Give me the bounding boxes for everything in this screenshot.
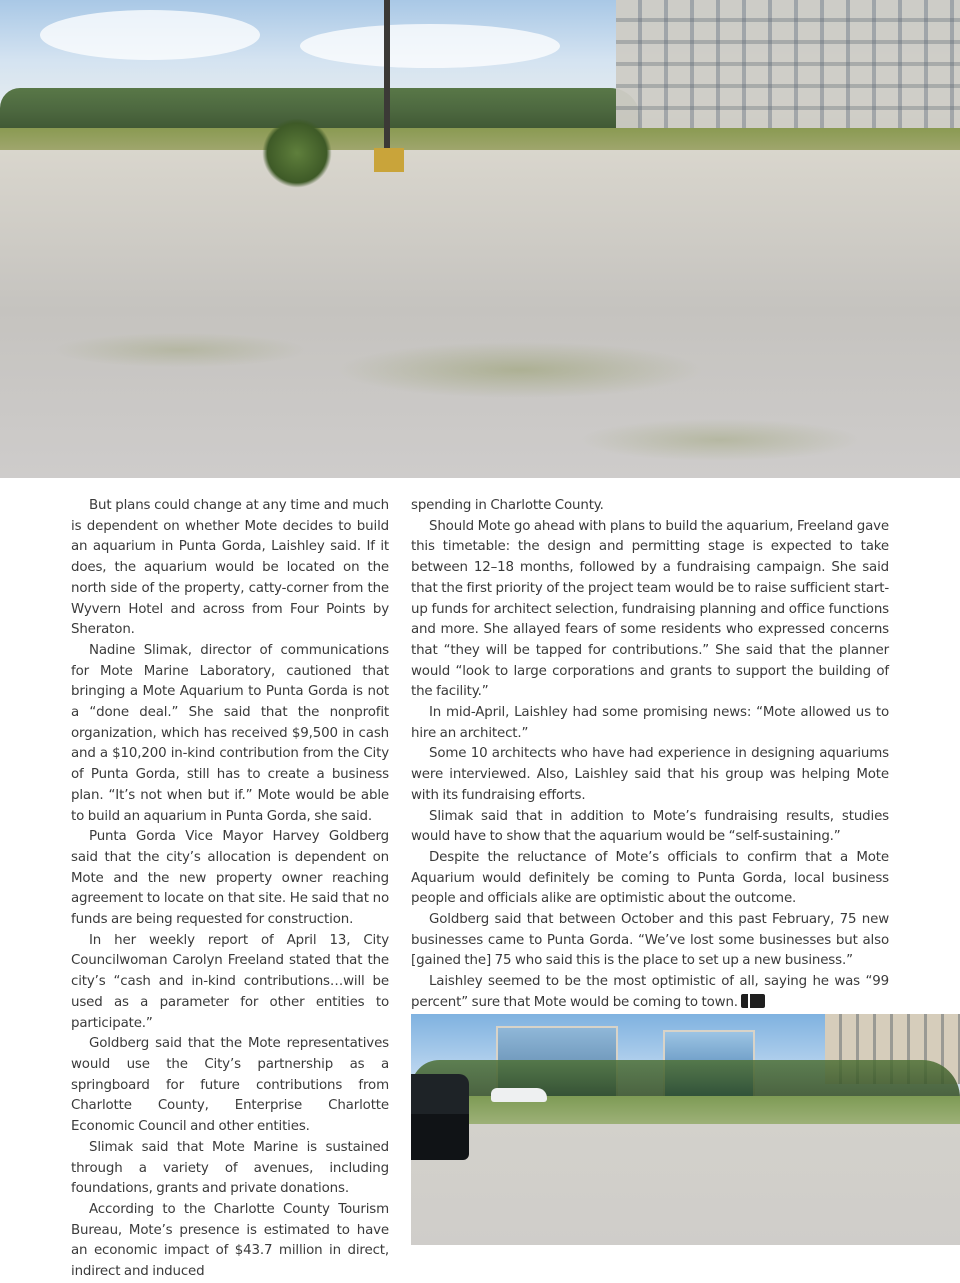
cracked-pavement: [0, 150, 960, 478]
white-car: [491, 1088, 547, 1102]
bottom-photo-lot-with-murals: [411, 1014, 960, 1245]
paragraph: Slimak said that Mote Marine is sustained through a variety of avenues, including foundations, grants and private donations.: [71, 1139, 389, 1197]
article-right-column: [411, 496, 889, 1014]
top-photo-empty-lot: [0, 0, 960, 478]
paragraph: Slimak said that in addition to Mote’s fundraising results, studies would have to show that the aquarium would be “self-sustaining.”: [411, 808, 889, 845]
light-pole-base: [374, 148, 404, 172]
article-left-column: [71, 496, 389, 1283]
paragraph: Goldberg said that between October and this past February, 75 new businesses came to Punta Gorda. “We’ve lost some businesses but also [gained the] 75 who said this is the place to set up a new business.”: [411, 912, 889, 969]
paragraph: According to the Charlotte County Tourism Bureau, Mote’s presence is estimated to have an economic impact of $43.7 million in direct, indirect and induced: [71, 1201, 389, 1280]
small-palm: [262, 118, 332, 188]
pickup-truck: [411, 1074, 469, 1160]
hotel-building: [616, 0, 960, 138]
cloud: [300, 24, 560, 68]
paragraph: In her weekly report of April 13, City Councilwoman Carolyn Freeland stated that the city’s “cash and in-kind contributions…will be used as a parameter for other entities to participate.”: [71, 932, 389, 1031]
paragraph: Should Mote go ahead with plans to build the aquarium, Freeland gave this timetable: the design and permitting stage is expected to take between 12–18 months, followed by a fundraising campaign. She said that the first priority of the project team would be to raise sufficient start-up funds for architect selection, fundraising planning and office functions and more. She allayed fears of some residents who expressed concerns that “they will be tapped for contributions.” She said that the planner would “look to large corporations and grants to support the building of the facility.”: [411, 518, 889, 700]
paragraph: Despite the reluctance of Mote’s officials to confirm that a Mote Aquarium would definitely be coming to Punta Gorda, local business people and officials alike are optimistic about the outcome.: [411, 849, 889, 907]
paragraph-final: [411, 972, 889, 1013]
paragraph-continuation: spending in Charlotte County.: [411, 498, 604, 513]
paragraph: But plans could change at any time and much is dependent on whether Mote decides to build an aquarium in Punta Gorda, Laishley said. If it does, the aquarium would be located on the north side of the property, catty-corner from the Wyvern Hotel and across from Four Points by Sheraton.: [71, 498, 389, 638]
paragraph: Nadine Slimak, director of communications for Mote Marine Laboratory, cautioned that bringing a Mote Aquarium to Punta Gorda is not a “done deal.” She said that the nonprofit organization, which has received $9,500 in cash and a $10,200 in-kind contribution from the City of Punta Gorda, still has to create a business plan. “It’s not when but if.” Mote would be able to build an aquarium in Punta Gorda, she said.: [71, 642, 389, 824]
paragraph: Some 10 architects who have had experience in designing aquariums were interviewed. Also, Laishley said that his group was helping Mote with its fundraising efforts.: [411, 746, 889, 803]
paragraph: Goldberg said that the Mote representatives would use the City’s partnership as a springboard for future contributions from Charlotte County, Enterprise Charlotte Economic Council and other entities.: [71, 1036, 389, 1135]
end-of-article-icon: [741, 994, 765, 1008]
paragraph: In mid-April, Laishley had some promising news: “Mote allowed us to hire an architect.”: [411, 705, 889, 741]
cloud: [40, 10, 260, 60]
palm-treeline: [0, 88, 640, 130]
light-pole: [384, 0, 390, 150]
final-paragraph-text: Laishley seemed to be the most optimistic of all, saying he was “99 percent” sure that Mote would be coming to town.: [411, 974, 889, 1010]
paragraph: Punta Gorda Vice Mayor Harvey Goldberg said that the city’s allocation is dependent on Mote and the new property owner reaching agreement to locate on that site. He said that no funds are being requested for construction.: [71, 829, 389, 928]
parking-lot: [411, 1124, 960, 1245]
